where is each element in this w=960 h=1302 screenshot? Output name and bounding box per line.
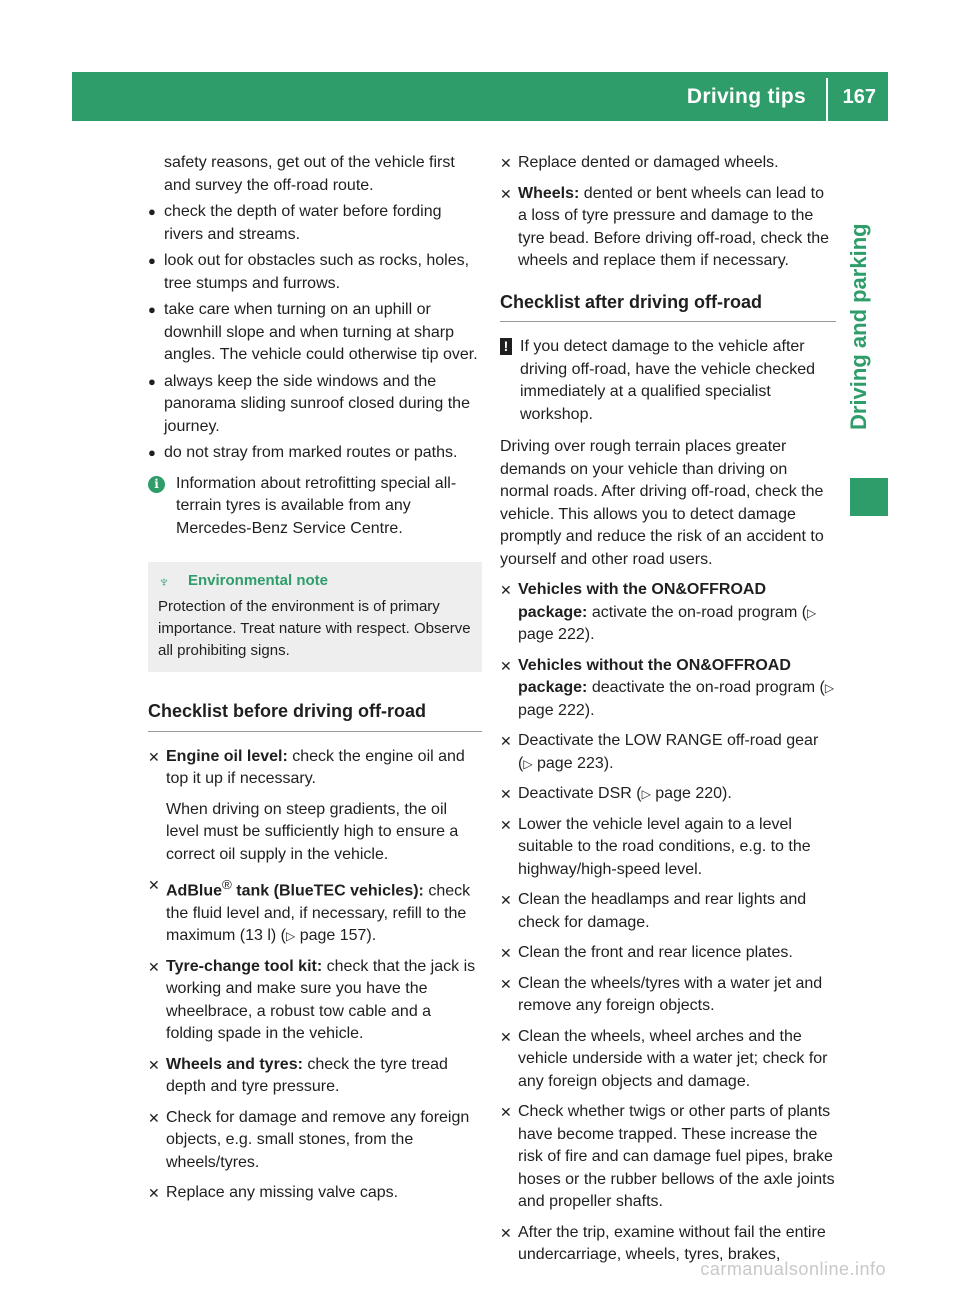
list-item: ● look out for obstacles such as rocks, holes, tree stumps and furrows. [148,252,470,292]
checklist-step: ✕ After the trip, examine without fail the entire undercarriage, wheels, tyres, brakes, [500,1223,826,1263]
list-item: ● take care when turning on an uphill or downhill slope and when turning at sharp angles. The vehicle could otherwise tip over. [148,301,478,363]
page-ref-icon: ▷ [286,929,296,944]
step-arrow-icon: ✕ [500,786,512,802]
body-paragraph: Driving over rough terrain places greater demands on your vehicle than driving on normal roads. After driving off-road, check the vehicle. This allows you to detect damage promptly and reduce the risk of an accident to yourself and other road users. [500,438,824,568]
section-heading: Checklist before driving off-road [148,700,482,732]
info-note: i Information about retrofitting special all-terrain tyres is available from any Mercedes-Benz Service Centre. [148,473,482,541]
side-tab-marker [850,478,888,516]
leaf-icon: ♆ [158,574,170,591]
checklist-step: ✕ Wheels and tyres: check the tyre tread depth and tyre pressure. [148,1055,448,1096]
page-ref-icon: ▷ [824,681,835,695]
checklist-step: ✕ Vehicles with the ON&OFFROAD package: activate the on-road program (▷ page 222). [500,581,817,643]
warning-icon: ! [500,338,512,355]
list-item: ● check the depth of water before fording rivers and streams. [148,203,442,243]
checklist-step: ✕ Vehicles without the ON&OFFROAD package: deactivate the on-road program (▷ page 222). [500,656,835,719]
step-arrow-icon: ✕ [500,975,512,992]
checklist-step: ✕ Wheels: dented or bent wheels can lead to a loss of tyre pressure and damage to the tyre bead. Before driving off-road, check the wheels and replace them if necessary. [500,184,829,269]
bullet-icon: ● [148,204,156,219]
right-column [500,152,836,1275]
checklist-step: ✕ Clean the front and rear licence plates. [500,942,836,965]
page-ref-icon: ▷ [523,756,533,771]
continued-text: safety reasons, get out of the vehicle first and survey the off-road route. [164,154,455,194]
step-arrow-icon: ✕ [148,1185,160,1202]
step-arrow-icon: ✕ [500,892,512,908]
step-arrow-icon: ✕ [500,155,512,171]
page-ref-icon: ▷ [641,787,651,801]
bullet-icon: ● [148,373,156,389]
note-text: Protection of the environment is of primary importance. Treat nature with respect. Observe all prohibiting signs. [158,598,471,659]
header-divider [826,78,828,121]
left-column [148,152,482,1213]
checklist-step: ✕ Deactivate the LOW RANGE off-road gear (▷ page 223). [500,732,819,772]
checklist-step: ✕ Deactivate DSR (▷ page 220). [500,783,836,806]
step-arrow-icon: ✕ [500,1028,512,1045]
step-arrow-icon: ✕ [500,185,512,202]
checklist-step: ✕ Tyre-change tool kit: check that the jack is working and make sure you have the wheelbrace, a robust tow cable and a folding spade in the vehicle. [148,957,476,1043]
checklist-step: ✕ Clean the wheels, wheel arches and the vehicle underside with a water jet; check for any foreign objects and damage. [500,1027,828,1090]
checklist-step: ✕ Lower the vehicle level again to a level suitable to the road conditions, e.g. to the highway/high-speed level. [500,815,811,878]
list-item: ● always keep the side windows and the panorama sliding sunroof closed during the journey. [148,372,470,435]
step-arrow-icon: ✕ [500,1224,512,1241]
step-arrow-icon: ✕ [148,1109,160,1126]
step-arrow-icon: ✕ [500,733,512,749]
checklist-step: ✕ Check whether twigs or other parts of plants have become trapped. These increase the risk of fire and can damage fuel pipes, brake hoses or the rubber bellows of the axle joints and propeller shafts. [500,1103,835,1210]
side-tab-label: Driving and parking [846,223,871,430]
step-detail: When driving on steep gradients, the oil level must be sufficiently high to ensure a correct oil supply in the vehicle. [166,800,459,863]
step-arrow-icon: ✕ [148,748,160,765]
info-icon: i [148,476,165,493]
bullet-icon: ● [148,302,156,317]
checklist-step: ✕ AdBlue® tank (BlueTEC vehicles): check the fluid level and, if necessary, refill to the maximum (13 l) (▷ page 157). [148,874,482,948]
checklist-step: ✕ Engine oil level: check the engine oil and top it up if necessary. [148,747,465,787]
bullet-icon: ● [148,253,156,268]
checklist-step: ✕ Replace any missing valve caps. [148,1182,482,1205]
step-arrow-icon: ✕ [148,877,160,893]
section-title: Driving tips [686,85,806,108]
page-number: 167 [842,86,876,108]
step-arrow-icon: ✕ [148,958,160,975]
note-heading: ♆ Environmental note [158,570,472,592]
checklist-step: ✕ Replace dented or damaged wheels. [500,152,836,175]
checklist-step: ✕ Check for damage and remove any foreign objects, e.g. small stones, from the wheels/tyres. [148,1108,470,1171]
warning-note: ! If you detect damage to the vehicle after driving off-road, have the vehicle checked immediately at a qualified specialist workshop. [500,336,836,426]
step-arrow-icon: ✕ [500,657,512,674]
header-bar [72,72,888,121]
step-arrow-icon: ✕ [500,1104,512,1120]
watermark: carmanualsonline.info [700,1258,886,1279]
bullet-icon: ● [148,445,156,460]
environmental-note-box [148,562,482,672]
step-arrow-icon: ✕ [148,1056,160,1073]
step-arrow-icon: ✕ [500,945,512,961]
page-ref-icon: ▷ [807,605,817,620]
step-arrow-icon: ✕ [500,816,512,833]
checklist-step: ✕ Clean the headlamps and rear lights and check for damage. [500,891,807,931]
step-arrow-icon: ✕ [500,582,512,598]
section-heading: Checklist after driving off-road [500,291,836,323]
list-item: ● do not stray from marked routes or paths. [148,442,482,465]
checklist-step: ✕ Clean the wheels/tyres with a water jet and remove any foreign objects. [500,974,823,1014]
